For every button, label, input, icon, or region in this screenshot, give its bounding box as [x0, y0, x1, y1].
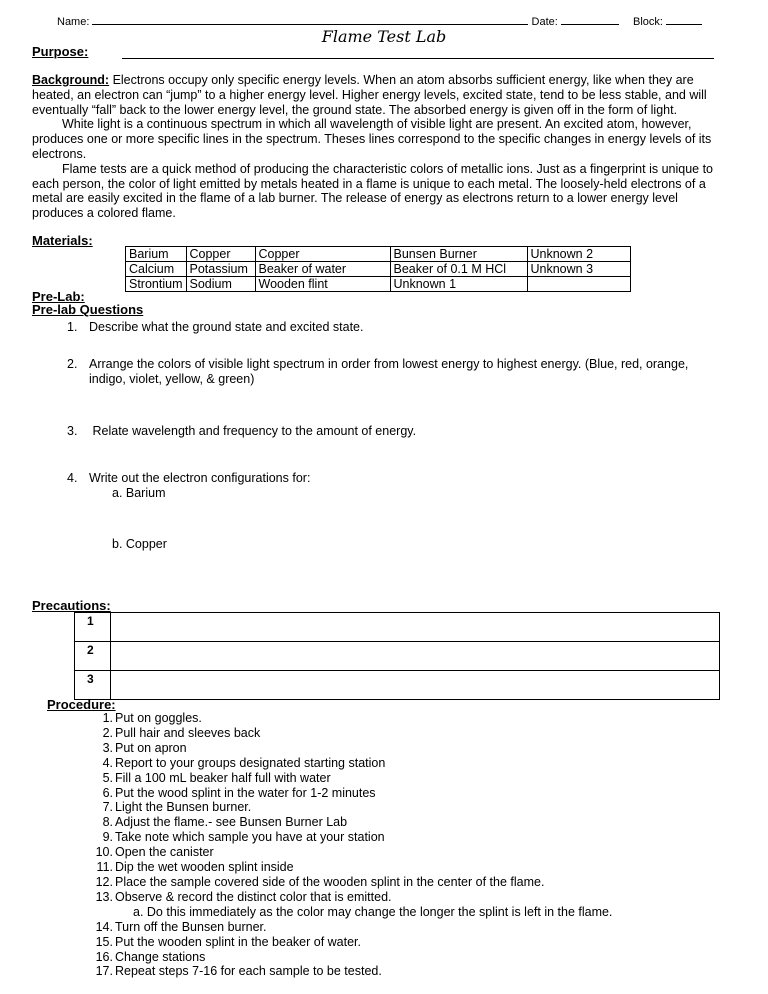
- precaution-field[interactable]: [111, 613, 720, 642]
- name-label: Name:: [57, 16, 90, 28]
- question-text: Describe what the ground state and excited state.: [89, 320, 364, 334]
- step-text: Put on apron: [115, 740, 187, 755]
- step-number: 16.: [95, 949, 113, 964]
- step-number: 9.: [102, 830, 113, 845]
- background-paragraph-1: [32, 73, 722, 117]
- purpose-field[interactable]: [122, 58, 714, 59]
- precaution-number: 1: [75, 613, 111, 642]
- table-cell: Unknown 2: [527, 247, 630, 262]
- table-cell: Wooden flint: [255, 277, 390, 292]
- date-label: Date:: [531, 16, 558, 28]
- procedure-step: [88, 920, 612, 935]
- procedure-step: [88, 786, 612, 801]
- table-cell: Strontium: [126, 277, 187, 292]
- step-text: Put the wooden splint in the beaker of water.: [115, 934, 361, 949]
- table-cell: Beaker of water: [255, 262, 390, 277]
- procedure-step: [88, 815, 612, 830]
- step-text: Adjust the flame.- see Bunsen Burner Lab: [115, 815, 348, 830]
- precaution-number: 3: [75, 671, 111, 700]
- question-1: 1. Describe what the ground state and excited state.: [67, 320, 364, 334]
- procedure-step: [88, 860, 612, 875]
- prelab-heading: [32, 290, 143, 316]
- table-cell: Bunsen Burner: [390, 247, 527, 262]
- question-4b: b. Copper: [112, 537, 167, 551]
- question-4a: a. Barium: [112, 486, 166, 500]
- table-row: [126, 277, 631, 292]
- question-text: Arrange the colors of visible light spectrum in order from lowest energy to highest energy. (Blue, red, orange,: [89, 357, 689, 371]
- step-number: 17.: [95, 964, 113, 979]
- step-number: 14.: [95, 919, 113, 934]
- question-3: 3. Relate wavelength and frequency to the amount of energy.: [67, 424, 417, 438]
- table-cell: Unknown 1: [390, 277, 527, 292]
- procedure-step: [88, 890, 612, 905]
- background-text-1: Electrons occupy only specific energy levels. When an atom absorbs sufficient energy, like when they are heated, an electron can “jump” to a higher energy level. Higher energy levels, excited state, tend to be less stable, and will eventually “fall” back to the lower energy level, the ground state. The absorbed energy is given off in the form of light.: [32, 73, 707, 117]
- date-field[interactable]: [561, 14, 619, 25]
- procedure-step: [88, 800, 612, 815]
- table-cell: Copper: [255, 247, 390, 262]
- table-cell: Barium: [126, 247, 187, 262]
- procedure-step: [88, 964, 612, 979]
- step-text: Dip the wet wooden splint inside: [115, 860, 294, 875]
- materials-table: [125, 246, 631, 292]
- procedure-step: [88, 726, 612, 741]
- block-label: Block:: [633, 16, 663, 28]
- table-cell: Potassium: [186, 262, 255, 277]
- procedure-step: [88, 845, 612, 860]
- table-cell: Copper: [186, 247, 255, 262]
- background-paragraph-3: Flame tests are a quick method of producing the characteristic colors of metallic ions. Just as a fingerprint is unique to each person, the color of light emitted by metals heated in a flame is unique to each metal. The loosely-held electrons of a metal are easily excited in the flame of a lab burner. The release of energy as electrons return to a lower energy level produces a colored flame.: [32, 161, 714, 221]
- step-number: 3.: [102, 740, 113, 755]
- procedure-step: [88, 756, 612, 771]
- step-number: 15.: [95, 934, 113, 949]
- procedure-step: [88, 935, 612, 950]
- procedure-step: [88, 875, 612, 890]
- step-number: 8.: [102, 815, 113, 830]
- step-text: Take note which sample you have at your station: [115, 830, 385, 845]
- step-number: 6.: [102, 785, 113, 800]
- step-number: 13.: [95, 889, 113, 904]
- block-field[interactable]: [666, 14, 702, 25]
- table-row: [75, 671, 720, 700]
- question-2: 2. Arrange the colors of visible light spectrum in order from lowest energy to highest energy. (Blue, red, orange, indigo, violet, yellow, & green): [67, 357, 689, 386]
- step-text: Change stations: [115, 949, 206, 964]
- prelab-title: Pre-Lab:: [32, 289, 85, 304]
- precaution-field[interactable]: [111, 642, 720, 671]
- table-cell: [527, 277, 630, 292]
- question-4: 4. Write out the electron configurations for:: [67, 471, 311, 485]
- step-number: 7.: [102, 800, 113, 815]
- prelab-questions-title: Pre-lab Questions: [32, 302, 144, 317]
- step-number: 11.: [96, 860, 113, 875]
- step-number: 2.: [102, 725, 113, 740]
- precaution-field[interactable]: [111, 671, 720, 700]
- table-row: [126, 262, 631, 277]
- purpose-label: Purpose:: [32, 44, 89, 59]
- step-text: Fill a 100 mL beaker half full with water: [115, 770, 331, 785]
- question-text-continued: indigo, violet, yellow, & green): [89, 372, 255, 386]
- step-text: Put on goggles.: [115, 711, 202, 725]
- precaution-number: 2: [75, 642, 111, 671]
- table-cell: Unknown 3: [527, 262, 630, 277]
- procedure-step: [88, 905, 612, 920]
- table-cell: Beaker of 0.1 M HCl: [390, 262, 527, 277]
- procedure-step: [88, 711, 612, 726]
- procedure-list: [88, 711, 612, 979]
- step-number: 10.: [95, 845, 113, 860]
- step-text: Observe & record the distinct color that is emitted.: [115, 889, 392, 904]
- step-text: Light the Bunsen burner.: [115, 800, 252, 815]
- procedure-step: [88, 950, 612, 965]
- worksheet-header: [57, 14, 713, 28]
- step-number: 12.: [95, 874, 113, 889]
- precautions-label: Precautions:: [32, 598, 111, 613]
- procedure-step: [88, 771, 612, 786]
- procedure-step: [88, 830, 612, 845]
- step-text: Pull hair and sleeves back: [115, 725, 261, 740]
- step-number: 4.: [102, 755, 113, 770]
- background-section: [32, 73, 722, 221]
- question-text: Relate wavelength and frequency to the amount of energy.: [92, 424, 417, 438]
- table-row: [75, 613, 720, 642]
- name-field[interactable]: [92, 14, 528, 25]
- table-row: [75, 642, 720, 671]
- step-text: Put the wood splint in the water for 1-2 minutes: [115, 785, 376, 800]
- background-paragraph-2: White light is a continuous spectrum in which all wavelength of visible light are present. An excited atom, however, produces one or more specific lines in the spectrum. Theses lines correspond to the specific changes in energy levels of its electrons.: [32, 117, 712, 161]
- step-text: a. Do this immediately as the color may change the longer the splint is left in the flame.: [133, 904, 613, 919]
- page-title: Flame Test Lab: [321, 27, 447, 46]
- step-text: Open the canister: [115, 845, 214, 860]
- step-text: Turn off the Bunsen burner.: [115, 919, 267, 934]
- table-cell: Sodium: [186, 277, 255, 292]
- precautions-table: [74, 612, 720, 700]
- step-text: Place the sample covered side of the wooden splint in the center of the flame.: [115, 874, 545, 889]
- step-number: 5.: [102, 770, 113, 785]
- table-cell: Calcium: [126, 262, 187, 277]
- procedure-step: [88, 741, 612, 756]
- step-number: 1.: [102, 711, 113, 725]
- background-label: Background:: [32, 73, 110, 87]
- question-text: Write out the electron configurations for:: [89, 471, 311, 485]
- step-text: Report to your groups designated starting station: [115, 755, 386, 770]
- table-row: [126, 247, 631, 262]
- step-text: Repeat steps 7-16 for each sample to be tested.: [115, 964, 382, 979]
- procedure-label: Procedure:: [47, 697, 116, 712]
- materials-label: Materials:: [32, 233, 93, 248]
